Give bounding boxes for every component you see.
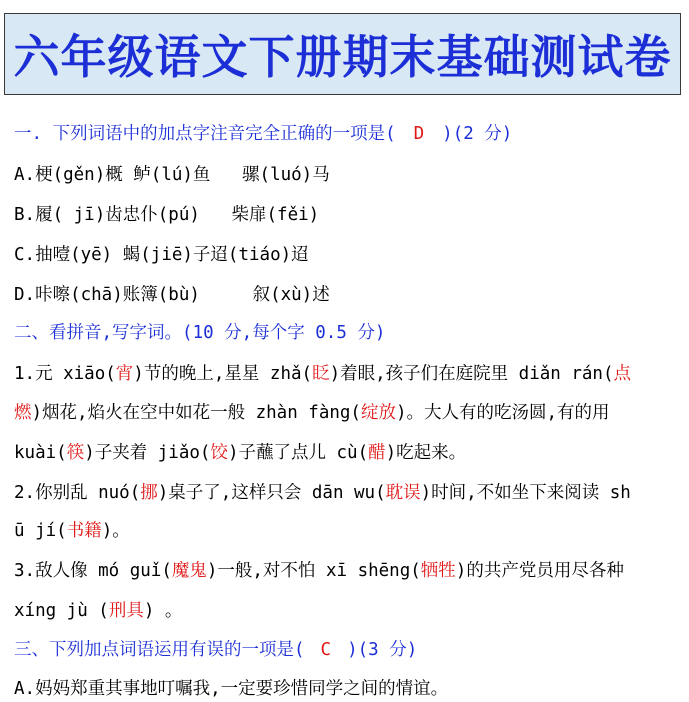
q2-l6-text-2: )一般,对不怕 xī shēng( — [206, 561, 421, 581]
q1-option-a: A.梗(gěn)概 鲈(lú)鱼 骡(luó)马 — [14, 165, 330, 185]
q2-l4-text-3: )时间,不如坐下来阅读 sh — [420, 483, 631, 503]
q2-l4-answer-2: 耽误 — [385, 483, 421, 503]
q3-answer: C — [320, 640, 332, 660]
q2-l3-answer-3: 醋 — [368, 443, 386, 463]
q2-line-2 — [14, 400, 610, 426]
q1-option-b: B.履( jī)齿忠仆(pú) 柴扉(fěi) — [14, 205, 320, 225]
q2-l1-text-1: 1.元 xiāo( — [14, 364, 116, 384]
q2-l3-answer-1: 筷 — [66, 443, 85, 463]
q2-line-7 — [14, 598, 182, 624]
q2-l5-text-1: ū jí( — [14, 521, 67, 541]
q2-l2-answer-2: 绽放 — [360, 403, 396, 423]
q2-l7-answer-1: 刑具 — [108, 601, 144, 621]
q2-l7-text-2: ) 。 — [143, 601, 183, 621]
q2-l5-text-2: )。 — [101, 521, 130, 541]
q2-l6-text-3: )的共产党员用尽各种 — [455, 561, 624, 581]
q2-line-1 — [14, 361, 631, 387]
q2-line-6 — [14, 558, 624, 584]
q2-l3-text-1: kuài( — [14, 443, 67, 463]
page-title: 六年级语文下册期末基础测试卷 — [13, 30, 672, 84]
q2-l4-text-1: 2.你别乱 nuó( — [14, 483, 141, 503]
title-banner — [4, 13, 681, 95]
q2-l3-text-2: )子夹着 jiǎo( — [84, 443, 211, 463]
q2-line-4 — [14, 480, 631, 506]
q2-l1-answer-3: 点 — [613, 364, 631, 384]
q2-line-5 — [14, 518, 130, 544]
q3-option-a: A.妈妈郑重其事地叮嘱我,一定要珍惜同学之间的情谊。 — [14, 679, 449, 699]
q2-l1-answer-2: 眨 — [312, 364, 330, 384]
q3-heading-text: 三、下列加点词语运用有误的一项是( — [14, 640, 305, 660]
q2-l6-text-1: 3.敌人像 mó guǐ( — [14, 561, 172, 581]
q1-heading-text: 一. 下列词语中的加点字注音完全正确的一项是( — [14, 124, 396, 144]
q2-line-3 — [14, 440, 466, 466]
q2-heading: 二、看拼音,写字词。(10 分,每个字 0.5 分) — [14, 323, 386, 343]
q3-points: )(3 分) — [347, 640, 418, 660]
q3-heading — [14, 637, 417, 663]
q2-l2-text-1: )烟花,焰火在空中如花一般 zhàn fàng( — [31, 403, 361, 423]
q2-l5-answer-1: 书籍 — [66, 521, 102, 541]
q2-l3-text-4: )吃起来。 — [385, 443, 467, 463]
q2-l3-text-3: )子蘸了点儿 cù( — [227, 443, 369, 463]
q1-option-d: D.咔嚓(chā)账簿(bù) 叙(xù)述 — [14, 285, 330, 305]
q2-l1-text-3: )着眼,孩子们在庭院里 diǎn rán( — [329, 364, 614, 384]
q1-option-c: C.抽噎(yē) 蝎(jiē)子迢(tiáo)迢 — [14, 245, 309, 265]
q2-l2-answer-1: 燃 — [14, 403, 32, 423]
q2-l7-text-1: xíng jù ( — [14, 601, 109, 621]
q2-l2-text-2: )。大人有的吃汤圆,有的用 — [395, 403, 610, 423]
q2-l3-answer-2: 饺 — [210, 443, 228, 463]
q2-l1-answer-1: 宵 — [115, 364, 134, 384]
q2-l6-answer-1: 魔鬼 — [171, 561, 207, 581]
q2-l4-text-2: )桌子了,这样只会 dān wu( — [157, 483, 386, 503]
q1-points: )(2 分) — [442, 124, 513, 144]
q2-l1-text-2: )节的晚上,星星 zhǎ( — [133, 364, 313, 384]
q1-answer: D — [413, 124, 425, 144]
q1-heading — [14, 121, 512, 147]
q2-l6-answer-2: 牺牲 — [420, 561, 456, 581]
q2-l4-answer-1: 挪 — [140, 483, 158, 503]
